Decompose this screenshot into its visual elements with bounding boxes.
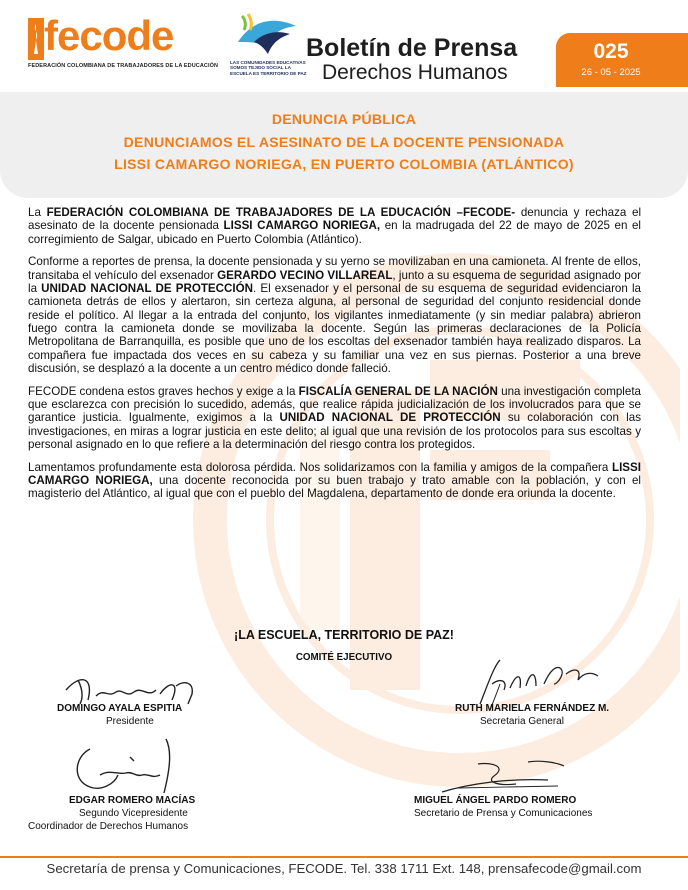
bulletin-date: 26 - 05 - 2025 — [581, 67, 641, 78]
bulletin-title: Boletín de Prensa — [306, 34, 518, 62]
signature-edgar-icon — [70, 735, 190, 799]
signatory-2-role: Secretaria General — [480, 716, 564, 727]
paragraph-3: FECODE condena estos graves hechos y exige a la FISCALÍA GENERAL DE LA NACIÓN una investigación completa que esclarezca con precisión lo sucedido, además, que realice rápida judicialización de los involucrados para que se garantice justicia. Igualmente, exigimos a la UNIDAD NACIONAL DE PROTECCIÓN su colaboración con las investigaciones, en miras a lograr justicia en este delito; al igual que una revisión de los protocolos para sus escoltas y personal asignado en lo que refiere a la determinación del riesgo contra los protegidos. — [28, 384, 641, 452]
paragraph-1: La FEDERACIÓN COLOMBIANA DE TRABAJADORES DE LA EDUCACIÓN –FECODE- denuncia y rechaza el asesinato de la docente pensionada LISSI CAMARGO NORIEGA, en la madrugada del 22 de mayo de 2025 en el corregimiento de Salgar, ubicado en Puerto Colombia (Atlántico). — [28, 206, 642, 246]
fecode-logo-text: fecode — [44, 12, 174, 59]
headline-line-1: DENUNCIA PÚBLICA — [271, 111, 417, 127]
document-header — [0, 0, 688, 92]
dove-logo-icon — [234, 12, 300, 60]
slogan: ¡LA ESCUELA, TERRITORIO DE PAZ! — [234, 628, 454, 642]
signatory-3-name: EDGAR ROMERO MACÍAS — [69, 795, 196, 806]
document-body — [28, 206, 641, 510]
signature-miguel-icon — [438, 758, 588, 798]
bulletin-subtitle: Derechos Humanos — [322, 61, 508, 84]
paragraph-2: Conforme a reportes de prensa, la docente pensionada y su yerno se movilizaban en una camioneta. Al frente de ellos, transitaba el vehículo del exsenador GERARDO VECINO VILLAREAL, junto a su esquema de seguridad asignado por la UNIDAD NACIONAL DE PROTECCIÓN. El exsenador y el personal de su esquema de seguridad evidenciaron la camioneta detrás de ellos y alertaron, sin certeza alguna, al personal de seguridad del conjunto residencial donde reside el político. Al llegar a la entrada del conjunto, los vigilantes inmediatamente (y sin mediar palabra) abrieron fuego contra la camioneta donde se movilizaba la docente. Según las primeras declaraciones de la Policía Metropolitana de Barranquilla, es posible que uno de los escoltas del exsenador también haya realizado disparos. La compañera fue impactada dos veces en su cabeza y su familiar una vez en sus piernas. Posterior a una breve discusión, se desplazó a la docente a un centro médico donde falleció. — [28, 255, 641, 376]
fecode-logo-subtitle: FEDERACIÓN COLOMBIANA DE TRABAJADORES DE LA EDUCACIÓN — [28, 63, 219, 69]
paragraph-4: Lamentamos profundamente esta dolorosa pérdida. Nos solidarizamos con la familia y amigos de la compañera LISSI CAMARGO NORIEGA, una docente reconocida por su buen trabajo y trato amable con la población, y con el magisterio del Atlántico, al igual que con el pueblo del Magdalena, departamento de donde era oriunda la docente. — [28, 460, 641, 501]
committee-label: COMITÉ EJECUTIVO — [295, 652, 393, 663]
headline-band — [0, 92, 688, 198]
signatory-1-role: Presidente — [106, 716, 154, 727]
fecode-torch-icon — [28, 18, 44, 60]
footer-contact: Secretaría de prensa y Comunicaciones, FECODE. Tel. 338 1711 Ext. 148, prensafecode@gmail.com — [46, 861, 642, 876]
signatory-3-role-1: Segundo Vicepresidente — [79, 808, 188, 819]
headline-line-3: LISSI CAMARGO NORIEGA, EN PUERTO COLOMBIA (ATLÁNTICO) — [114, 156, 574, 172]
signatory-1-name: DOMINGO AYALA ESPITIA — [57, 703, 183, 714]
signatory-4-name: MIGUEL ÁNGEL PARDO ROMERO — [414, 795, 577, 806]
headline-line-2: DENUNCIAMOS EL ASESINATO DE LA DOCENTE PENSIONADA — [123, 134, 565, 150]
footer-divider — [0, 856, 688, 858]
bulletin-number: 025 — [593, 40, 629, 63]
signature-ruth-icon — [470, 654, 610, 710]
signatory-4-role: Secretario de Prensa y Comunicaciones — [414, 808, 593, 819]
campaign-caption: LAS COMUNIDADES EDUCATIVAS SOMOS TEJIDO SOCIAL LA ESCUELA ES TERRITORIO DE PAZ — [230, 60, 307, 76]
signatory-2-name: RUTH MARIELA FERNÁNDEZ M. — [455, 703, 610, 714]
signatory-3-role-2: Coordinador de Derechos Humanos — [28, 821, 189, 832]
